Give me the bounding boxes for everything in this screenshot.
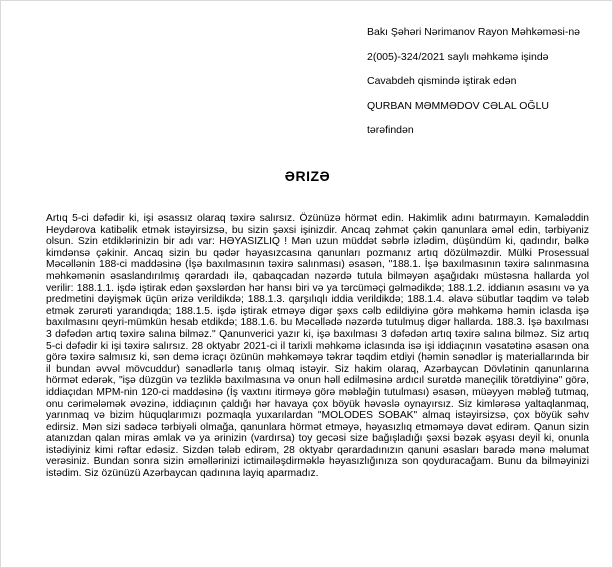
addressee-case-number: 2(005)-324/2021 saylı məhkəmə işində — [367, 50, 549, 63]
body-paragraph: Artıq 5-ci dəfədir ki, işi əsassız olaraq təxirə salırsız. Özünüzə hörmət edin. Hakimlik adını batırmayın. Kəmaləddin Heydərova katibəlik etmək istəyirsizsə, bu sizin şəxsi işinizdir. Ancaq zəhmət çəkin qanunlara əməl edin, tərbiyəniz olsun. Szin etdiklərinizin bir adı var: HƏYASIZLIQ ! Mən uzun müddət səbrlə izlədim, düşündüm ki, qadındır, bəlkə kimdənsə çəkinir. Ancaq sizin bu qədər həyasızcasına qanunları pozmanız artıq dözülməzdir. Mülki Prosessual Məcəllənin 188-ci maddəsinə (İşə baxılmasının təxirə salınması) əsasən, "188.1. İşə baxılmasının təxirə salınmasına məhkəmənin əsaslandırılmış qərardadı ilə, qabaqcadan nəzərdə tutula bilməyən aşağıdakı müstəsna hallarda yol verilir: 188.1.1. işdə iştirak edən şəxslərdən hər hansı biri və ya tərcüməçi gəlmədikdə; 188.1.2. iddianın əsasını və ya predmetini dəyişmək üçün ərizə verildikdə; 188.1.3. qarşılıqlı iddia verildikdə; 188.1.4. əlavə sübutlar təqdim və tələb etmək zərurəti yarandıqda; 188.1.5. işdə iştirak etməyə digər şəxs cəlb edildiyinə görə məhkəmə həmin iclasda işə baxılmasını qeyri-mümkün hesab etdikdə; 188.1.6. bu Məcəllədə nəzərdə tutulmuş digər hallarda. 188.3. İşə baxılması 3 dəfədən artıq təxirə salına bilməz." Qanunverici yazır ki, işə baxılması 3 dəfədən artıq təxirə salına bilməz. Siz artıq 5-ci dəfədir ki işi təxirə salırsız. 28 oktyabr 2021-ci il tarixli məhkəmə iclasında isə işi iddiaçının vəsatətinə əsasən ona görə təxirə salmısız ki, sən demə icraçı özünün məhkəməyə təkrar təqdim etdiyi (həmin sənədlər iş materiallarında bir il bundan əvvəl mövcuddur) sənədlərlə tanış olmaq istəyir. Siz hakim olaraq, Azərbaycan Dövlətinin qanunlarına hörmət edərək, "işə düzgün və tezliklə baxılmasına və onun həll edilməsinə ardıcıl surətdə maneçilik törətdiyinə" görə, iddiaçıdan MPM-nin 120-ci maddəsinə (İş vaxtını itirməyə görə məbləğin tutulması) əsasən, müəyyən məbləğ tutmaq, onu cərimələmək əvəzinə, iddiaçının çaldığı hər havaya çox böyük həvəslə oynayırsız. Siz kimlərəsə yaltaqlanmaq, yarınmaq və bizim hüquqlarımızı pozmaqla yuxarılardan "MOLODES SOBAK" almaq istəyirsizsə, çox böyük səhv edirsiz. Mən sizi sadəcə tərbiyəli olmağa, qanunlara hörmət etməyə, həyasızlıq etməməyə dəvət edirəm. Qanun sizin atanızdan qalan miras əmlak və ya ərinizin (vardırsa) toy gecəsi size bağışladığı şəxsi bəzək əşyası deyil ki, onunla istədiyiniz kimi rəftar edəsiz. Sizdən tələb edirəm, 28 oktyabr qərardadınızın qanuni əsasları barədə mənə məlumat verəsiniz. Bundan sonra sizin əməllərinizi ictimailəşdirməklə həyasızlığınıza son qoyduracağam. Bunu da bilməyinizi istədim. Siz özünüzü Azərbaycan qadınına layiq aparmadız. — [46, 213, 589, 480]
addressee-name: QURBAN MƏMMƏDOV CƏLAL OĞLU — [367, 99, 550, 112]
addressee-court: Bakı Şəhəri Nərimanov Rayon Məhkəməsi-nə — [367, 26, 581, 38]
addressee-role: Cavabdeh qismində iştirak edən — [367, 75, 517, 87]
addressee-from: tərəfindən — [367, 124, 414, 136]
document-body — [46, 213, 589, 480]
document-title: ƏRIZƏ — [284, 168, 331, 184]
addressee-block — [367, 20, 607, 143]
